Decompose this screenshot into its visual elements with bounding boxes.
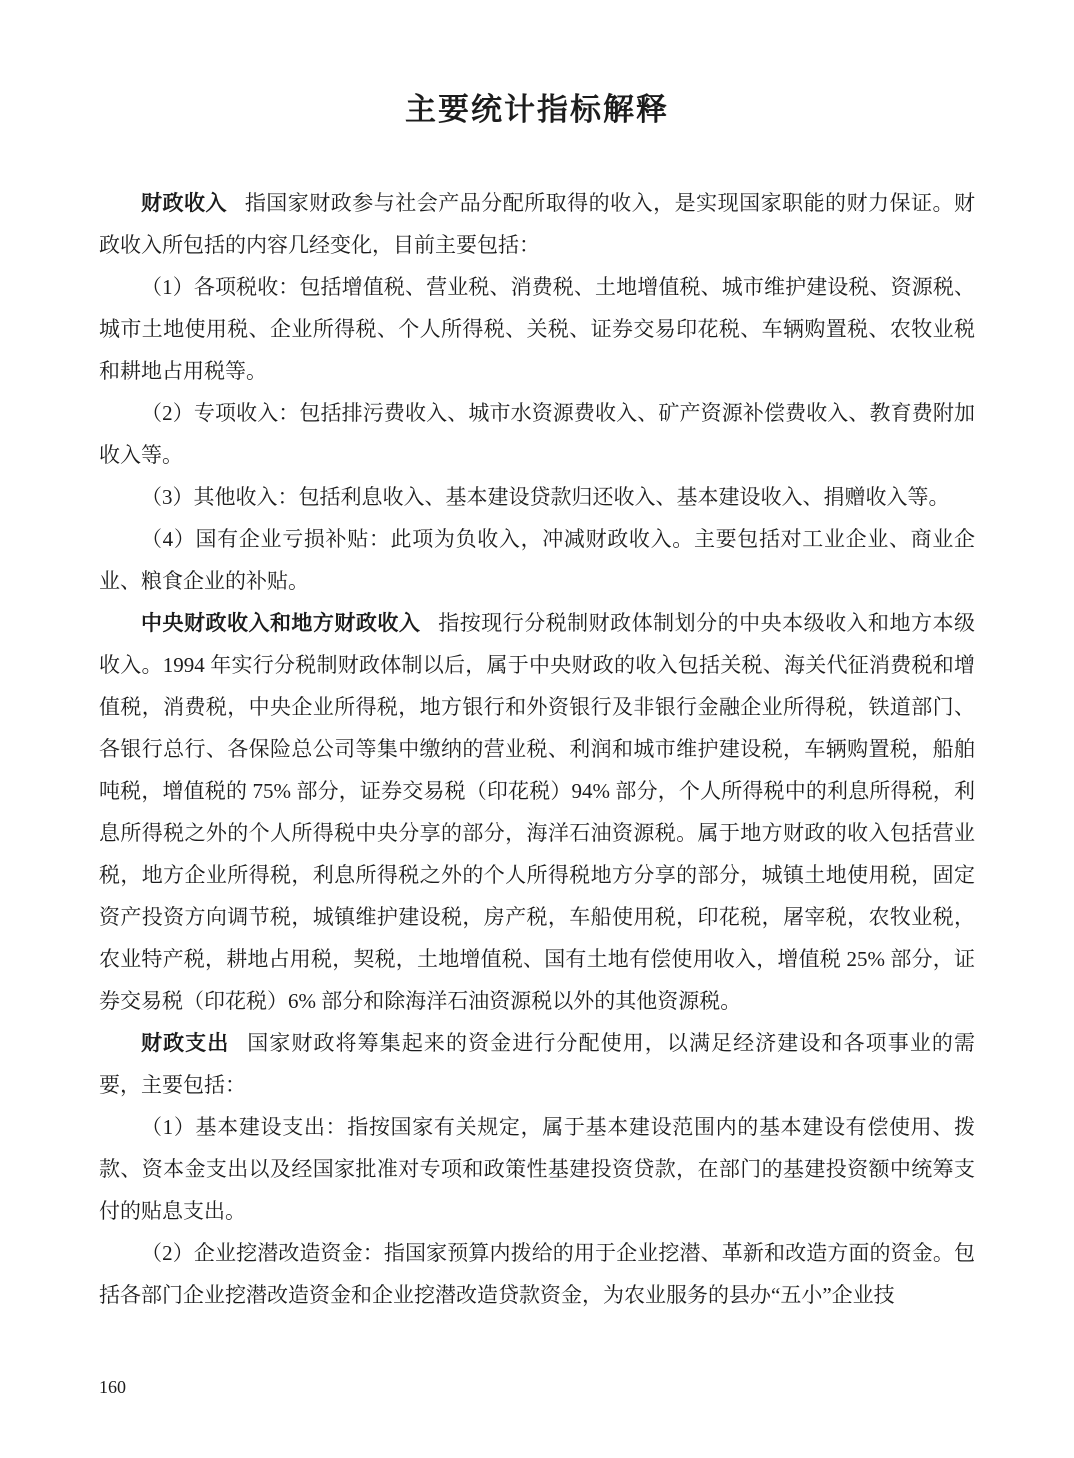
- paragraph-text: （4）国有企业亏损补贴：此项为负收入，冲减财政收入。主要包括对工业企业、商业企业、粮食企业的补贴。: [99, 527, 975, 593]
- paragraph: [99, 182, 975, 266]
- paragraph-text: （1）基本建设支出：指按国家有关规定，属于基本建设范围内的基本建设有偿使用、拨款、资本金支出以及经国家批准对专项和政策性基建投资贷款，在部门的基建投资额中统筹支付的贴息支出。: [99, 1115, 975, 1223]
- paragraph: [99, 392, 975, 476]
- document-body: [99, 182, 975, 1316]
- term-label: 中央财政收入和地方财政收入: [141, 611, 421, 635]
- term-label: 财政收入: [141, 191, 227, 215]
- paragraph-text: （1）各项税收：包括增值税、营业税、消费税、土地增值税、城市维护建设税、资源税、城市土地使用税、企业所得税、个人所得税、关税、证券交易印花税、车辆购置税、农牧业税和耕地占用税等。: [99, 275, 975, 383]
- paragraph: [99, 1022, 975, 1106]
- paragraph-text: 国家财政将筹集起来的资金进行分配使用，以满足经济建设和各项事业的需要，主要包括：: [99, 1031, 976, 1097]
- paragraph-text: （2）企业挖潜改造资金：指国家预算内拨给的用于企业挖潜、革新和改造方面的资金。包括各部门企业挖潜改造资金和企业挖潜改造贷款资金，为农业服务的县办“五小”企业技: [99, 1241, 975, 1307]
- paragraph-text: （3）其他收入：包括利息收入、基本建设贷款归还收入、基本建设收入、捐赠收入等。: [141, 485, 950, 509]
- page-number: 160: [99, 1377, 126, 1397]
- page-title: 主要统计指标解释: [405, 92, 669, 128]
- paragraph-text: 指国家财政参与社会产品分配所取得的收入，是实现国家职能的财力保证。财政收入所包括的内容几经变化，目前主要包括：: [99, 191, 976, 257]
- paragraph-text: （2）专项收入：包括排污费收入、城市水资源费收入、矿产资源补偿费收入、教育费附加收入等。: [99, 401, 975, 467]
- paragraph: [99, 1232, 975, 1316]
- paragraph: [99, 1106, 975, 1232]
- paragraph: [99, 266, 975, 392]
- term-label: 财政支出: [141, 1031, 230, 1055]
- paragraph: [99, 518, 975, 602]
- paragraph: [99, 476, 975, 518]
- paragraph-text: 指按现行分税制财政体制划分的中央本级收入和地方本级收入。1994 年实行分税制财政体制以后，属于中央财政的收入包括关税、海关代征消费税和增值税，消费税，中央企业所得税，地方银行和外资银行及非银行金融企业所得税，铁道部门、各银行总行、各保险总公司等集中缴纳的营业税、利润和城市维护建设税，车辆购置税，船舶吨税，增值税的 75% 部分，证券交易税（印花税）94% 部分，个人所得税中的利息所得税，利息所得税之外的个人所得税中央分享的部分，海洋石油资源税。属于地方财政的收入包括营业税，地方企业所得税，利息所得税之外的个人所得税地方分享的部分，城镇土地使用税，固定资产投资方向调节税，城镇维护建设税，房产税，车船使用税，印花税，屠宰税，农牧业税，农业特产税，耕地占用税，契税，土地增值税、国有土地有偿使用收入，增值税 25% 部分，证券交易税（印花税）6% 部分和除海洋石油资源税以外的其他资源税。: [99, 611, 976, 1013]
- paragraph: [99, 602, 975, 1022]
